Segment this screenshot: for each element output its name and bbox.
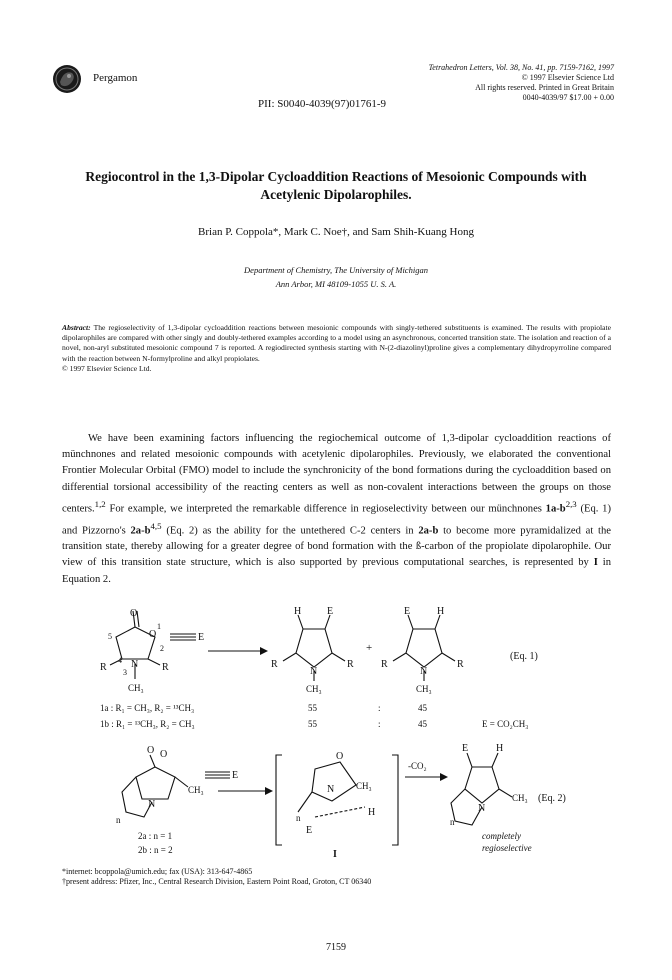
paragraph-1 xyxy=(62,431,611,588)
ts-structure xyxy=(312,762,356,801)
pb-r2-bond xyxy=(442,653,455,661)
pergamon-logo xyxy=(52,64,82,94)
ts-bracket-right xyxy=(392,755,398,845)
e-definition: E = CO₂CH₃ xyxy=(482,719,529,729)
compound-2a-b: 2a-b xyxy=(130,525,151,537)
abstract xyxy=(62,323,611,374)
row-1a: 1a : R₁ = CH₃, R₂ = ¹³CH₃ xyxy=(100,703,195,713)
body-text xyxy=(62,431,611,588)
ts-bracket-left xyxy=(276,755,282,845)
ts-H: H xyxy=(368,807,376,818)
p2-n: n xyxy=(450,817,455,827)
affiliation-line-1: Department of Chemistry, The University of Michigan xyxy=(244,265,428,275)
eq1-ring-O: O xyxy=(149,629,157,640)
reaction-scheme xyxy=(100,606,566,863)
ts-forming-bond xyxy=(315,807,365,817)
eq2-ring-O: O xyxy=(160,749,168,760)
eq1-n-methyl: CH₃ xyxy=(128,683,144,693)
compound-1a-b: 1a-b xyxy=(545,503,566,515)
eq1-pos-1: 1 xyxy=(157,622,161,631)
abstract-copyright: © 1997 Elsevier Science Ltd. xyxy=(62,363,152,373)
r2-bond xyxy=(148,659,160,665)
pii: PII: S0040-4039(97)01761-9 xyxy=(258,98,387,110)
abstract-text: The regioselectivity of 1,3-dipolar cycloaddition reactions between mesoionic compounds with singly-tethered substituents is examined. The results with propiolate dipolarophiles are compared with other singly and doubly-tethered examples according to a model using an asynchronous, concerted transition state. The isolation and reaction of a novel, non-aryl substituted mesoionic compound 7 is reported. A regiodirected synthesis starting with N-(2-diazolinyl)proline gives a complementary dihydropyrroline compared with the reaction between N-formylproline and alkyl propiolates. xyxy=(62,323,611,363)
pa-r2-bond xyxy=(332,653,345,661)
carbonyl-bond-1b xyxy=(137,611,139,627)
pb-E: E xyxy=(404,606,411,617)
row-1b: 1b : R₁ = ¹³CH₃, R₂ = CH₃ xyxy=(100,719,195,729)
eq1-pos-3: 3 xyxy=(123,668,127,677)
p2-h-bond xyxy=(492,753,498,767)
p1-part-a: We have been examining factors influencing the regiochemical outcome of 1,3-dipolar cycloaddition reactions of münchnones and related mesoionic compounds with acetylenic dipolarophiles. Previously, we elaborated the conventional Frontier Molecular Orbital (FMO) model to include the synchronicity of the bond formations during the cycloaddition based on differential torsional accessibility of the reacting centers as well as non-covalent interactions between the groups on those centers. xyxy=(62,433,611,515)
p2-N: N xyxy=(478,803,486,814)
pb-e-bond xyxy=(408,615,413,629)
pb-r1-bond xyxy=(393,653,406,661)
journal-line-4: 0040-4039/97 $17.00 + 0.00 xyxy=(522,93,614,102)
p1-part-c: (Eq. 1) and Pizzorno's xyxy=(62,503,611,537)
p2-E: E xyxy=(462,743,469,754)
pb-ch3: CH₃ xyxy=(416,684,432,694)
compound-2a-b-second: 2a-b xyxy=(418,525,439,537)
pb-N: N xyxy=(420,666,428,677)
eq2-ch3: CH₃ xyxy=(188,785,204,795)
arrowhead-1 xyxy=(260,647,268,655)
eq1-carbonyl-O: O xyxy=(130,608,138,619)
eq1-ring-N: N xyxy=(131,659,139,670)
p2-methyl-bond xyxy=(499,789,512,797)
plus-sign: + xyxy=(366,642,373,654)
eq1-R2: R xyxy=(162,662,169,673)
p1-part-e: to become more pyramidalized at the transition state, thereby allowing for a greater degree of bond formation with the ß-carbon of the propiolate dipolarophile. Our view of this transition state structure, which is also supported by previous computational searches, is represented by xyxy=(62,525,611,569)
tether-ring-2 xyxy=(122,777,152,817)
row-2a: 2a : n = 1 xyxy=(138,831,173,841)
footnote-email: *internet: bcoppola@umich.edu; fax (USA): 313-647-4865 xyxy=(62,867,253,876)
journal-citation xyxy=(324,63,614,103)
pa-h-bond xyxy=(298,615,303,629)
footnote-address: †present address: Pfizer, Inc., Central Research Division, Eastern Point Road, Groton, CT 06340 xyxy=(62,877,372,886)
ts-N: N xyxy=(327,784,335,795)
journal-line-1: Tetrahedron Letters, Vol. 38, No. 41, pp. 7159-7162, 1997 xyxy=(428,63,614,72)
co2-loss: -CO₂ xyxy=(408,761,427,771)
p2-e-bond xyxy=(467,753,472,767)
eq1-R1: R xyxy=(100,662,107,673)
eq2-label: (Eq. 2) xyxy=(538,793,566,804)
arrowhead-2 xyxy=(265,787,273,795)
ts-ch3: CH₃ xyxy=(356,781,372,791)
pa-r1-bond xyxy=(283,653,296,661)
pa-H: H xyxy=(294,606,302,617)
abstract-label: Abstract: xyxy=(62,323,91,332)
publisher-name: Pergamon xyxy=(93,72,138,84)
ts-label: I xyxy=(333,849,337,860)
eq2-alkyne-E: E xyxy=(232,770,239,781)
eq1-pos-4: 4 xyxy=(118,656,122,665)
eq1-pos-2: 2 xyxy=(160,644,164,653)
affiliation xyxy=(60,263,612,291)
pb-h-bond xyxy=(435,615,440,629)
eq2-n: n xyxy=(116,815,121,825)
pyrrole-product-b xyxy=(406,629,442,667)
p1-part-d: (Eq. 2) as the ability for the untethered C-2 centers in xyxy=(161,525,419,537)
ts-O: O xyxy=(336,751,344,762)
ts-E: E xyxy=(306,825,313,836)
page-number: 7159 xyxy=(326,942,346,953)
pa-N: N xyxy=(310,666,318,677)
footnotes xyxy=(62,867,622,887)
pa-R1: R xyxy=(271,659,278,670)
p1-part-b: For example, we interpreted the remarkable difference in regioselectivity between our münchnones xyxy=(105,503,546,515)
ref-2-3: 2,3 xyxy=(565,498,577,509)
pb-H: H xyxy=(437,606,445,617)
p2-H: H xyxy=(496,743,504,754)
pyrrole-product-a xyxy=(296,629,332,667)
affiliation-line-2: Ann Arbor, MI 48109-1055 U. S. A. xyxy=(275,279,397,289)
yield-1b-a: 55 xyxy=(308,719,317,729)
munchnone-ring-2 xyxy=(136,767,175,799)
yield-1a-a: 55 xyxy=(308,703,317,713)
eq1-pos-5: 5 xyxy=(108,632,112,641)
p1-part-f: in Equation 2. xyxy=(62,557,612,585)
eq2-N: N xyxy=(148,799,156,810)
pb-R1: R xyxy=(381,659,388,670)
journal-line-2: © 1997 Elsevier Science Ltd xyxy=(521,73,614,82)
pa-E: E xyxy=(327,606,334,617)
yield-1a-b: 45 xyxy=(418,703,427,713)
pa-e-bond xyxy=(325,615,330,629)
pa-ch3: CH₃ xyxy=(306,684,322,694)
ts-tether xyxy=(298,792,312,812)
ref-4-5: 4,5 xyxy=(150,520,162,531)
c2-methyl-bond-2 xyxy=(175,777,188,787)
eq2-carbonyl-O: O xyxy=(147,745,155,756)
ts-n: n xyxy=(296,813,301,823)
structure-I-ref: I xyxy=(593,557,598,569)
carbonyl-bond-2 xyxy=(150,755,155,767)
completely-label: completely xyxy=(482,831,521,841)
eq1-label: (Eq. 1) xyxy=(510,651,538,662)
authors: Brian P. Coppola*, Mark C. Noe†, and Sam Shih-Kuang Hong xyxy=(198,226,474,238)
arrowhead-3 xyxy=(440,773,448,781)
journal-line-3: All rights reserved. Printed in Great Britain xyxy=(475,83,614,92)
paper-title: Regiocontrol in the 1,3-Dipolar Cycloaddition Reactions of Mesoionic Compounds with Acetylenic Dipolarophiles. xyxy=(85,169,587,202)
ratio-colon-1a: : xyxy=(378,703,381,713)
pb-R2: R xyxy=(457,659,464,670)
eq1-alkyne-E: E xyxy=(198,632,205,643)
pa-R2: R xyxy=(347,659,354,670)
regioselective-label: regioselective xyxy=(482,843,532,853)
bicyclic-pyrrole-product xyxy=(465,767,499,803)
ratio-colon-1b: : xyxy=(378,719,381,729)
ref-1-2: 1,2 xyxy=(94,498,106,509)
yield-1b-b: 45 xyxy=(418,719,427,729)
p2-ch3: CH₃ xyxy=(512,793,528,803)
row-2b: 2b : n = 2 xyxy=(138,845,173,855)
